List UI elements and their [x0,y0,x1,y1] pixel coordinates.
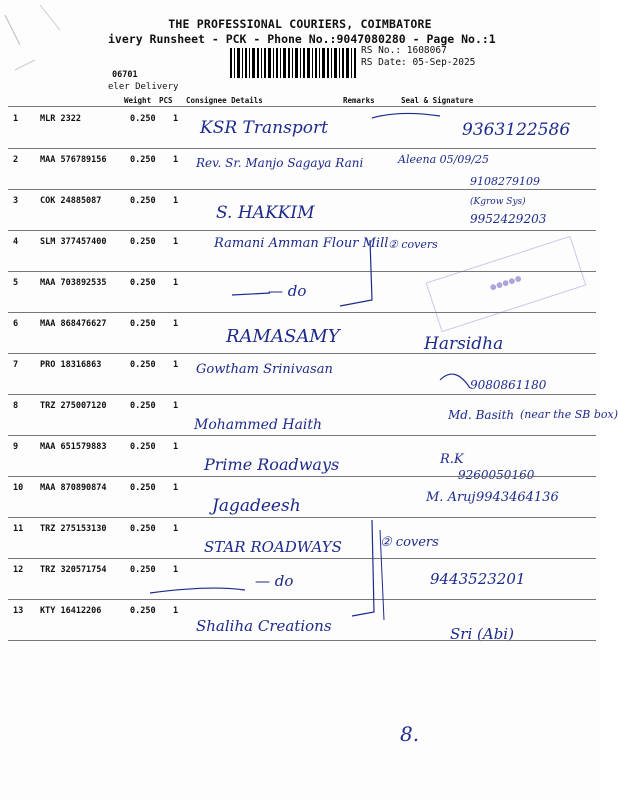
row-pieces: 1 [173,360,179,370]
row-number: 4 [13,237,19,247]
delivery-label: eler Delivery [108,82,179,92]
row-number: 12 [13,565,24,575]
company-stamp: ●●●●● [426,236,587,332]
consignee-handwriting: — do [255,572,294,590]
remarks-handwriting: (Kgrow Sys) [470,197,526,207]
row-pieces: 1 [173,196,179,206]
signature-handwriting: 9108279109 [470,175,540,188]
awb-number: TRZ 320571754 [40,565,107,575]
consignee-handwriting: Shaliha Creations [196,617,332,635]
consignee-handwriting: Prime Roadways [204,455,340,474]
column-weight: Weight [124,96,152,105]
signature-handwriting: 9943464136 [476,490,559,505]
row-weight: 0.250 [130,196,156,206]
row-weight: 0.250 [130,401,156,411]
column-pcs: PCS [159,96,173,105]
consignee-handwriting: Gowtham Srinivasan [196,362,333,377]
row-weight: 0.250 [130,442,156,452]
awb-number: TRZ 275007120 [40,401,107,411]
column-seal: Seal & Signature [401,96,474,105]
row-number: 10 [13,483,24,493]
consignee-handwriting: Mohammed Haith [194,417,323,433]
row-weight: 0.250 [130,565,156,575]
awb-number: COK 24885087 [40,196,102,206]
row-number: 6 [13,319,19,329]
remarks-handwriting: R.K [440,452,464,467]
remarks-handwriting: Aleena 05/09/25 [398,153,490,166]
row-weight: 0.250 [130,237,156,247]
runsheet-subtitle: ivery Runsheet - PCK - Phone No.:9047080280 - Page No.:1 [108,32,496,46]
row-pieces: 1 [173,278,179,288]
signature-handwriting: 9443523201 [430,570,526,588]
row-number: 8 [13,401,19,411]
row-pieces: 1 [173,155,179,165]
branch-code: 06701 [112,70,138,80]
consignee-handwriting: Ramani Amman Flour Mill [214,236,389,251]
awb-number: SLM 377457400 [40,237,107,247]
remarks-handwriting: Md. Basith [448,408,515,422]
row-number: 3 [13,196,19,206]
rs-number: RS No.: 1608067 [361,45,447,56]
row-number: 2 [13,155,19,165]
row-weight: 0.250 [130,114,156,124]
remarks-handwriting: ② covers [388,238,438,251]
awb-number: MLR 2322 [40,114,81,124]
row-number: 11 [13,524,24,534]
row-pieces: 1 [173,114,179,124]
row-number: 7 [13,360,19,370]
row-number: 13 [13,606,24,616]
awb-number: KTY 16412206 [40,606,102,616]
signature-handwriting: 9260050160 [458,468,535,482]
row-pieces: 1 [173,237,179,247]
awb-number: PRO 18316863 [40,360,102,370]
row-weight: 0.250 [130,155,156,165]
remarks-handwriting: Harsidha [424,334,504,354]
row-pieces: 1 [173,442,179,452]
consignee-handwriting: RAMASAMY [226,326,340,347]
consignee-handwriting: S. HAKKIM [216,203,315,223]
signature-handwriting: 9363122586 [462,120,571,140]
row-pieces: 1 [173,606,179,616]
column-remarks: Remarks [343,96,375,105]
page-title: THE PROFESSIONAL COURIERS, COIMBATORE [168,17,432,31]
row-pieces: 1 [173,483,179,493]
awb-number: MAA 870890874 [40,483,107,493]
row-weight: 0.250 [130,524,156,534]
row-weight: 0.250 [130,278,156,288]
page-count-mark: 8. [400,722,420,746]
consignee-handwriting: Jagadeesh [212,496,301,516]
row-pieces: 1 [173,319,179,329]
remarks-handwriting: ② covers [380,535,439,550]
row-pieces: 1 [173,524,179,534]
row-number: 5 [13,278,19,288]
awb-number: MAA 868476627 [40,319,107,329]
awb-number: MAA 651579883 [40,442,107,452]
consignee-handwriting: STAR ROADWAYS [204,538,342,556]
row-pieces: 1 [173,565,179,575]
consignee-handwriting: KSR Transport [200,118,328,138]
row-weight: 0.250 [130,606,156,616]
row-weight: 0.250 [130,319,156,329]
awb-number: MAA 576789156 [40,155,107,165]
consignee-handwriting: — do [268,282,307,300]
consignee-handwriting: Rev. Sr. Manjo Sagaya Rani [196,156,364,170]
row-number: 1 [13,114,19,124]
awb-number: TRZ 275153130 [40,524,107,534]
signature-handwriting: 9952429203 [470,212,547,226]
awb-number: MAA 703892535 [40,278,107,288]
rs-date: RS Date: 05-Sep-2025 [361,57,476,68]
column-consignee: Consignee Details [186,96,263,105]
signature-handwriting: (near the SB box) [520,408,618,421]
row-number: 9 [13,442,19,452]
remarks-handwriting: M. Aruj [426,490,476,505]
row-weight: 0.250 [130,360,156,370]
row-pieces: 1 [173,401,179,411]
signature-handwriting: 9080861180 [470,378,547,392]
remarks-handwriting: Sri (Abi) [450,625,514,643]
row-weight: 0.250 [130,483,156,493]
